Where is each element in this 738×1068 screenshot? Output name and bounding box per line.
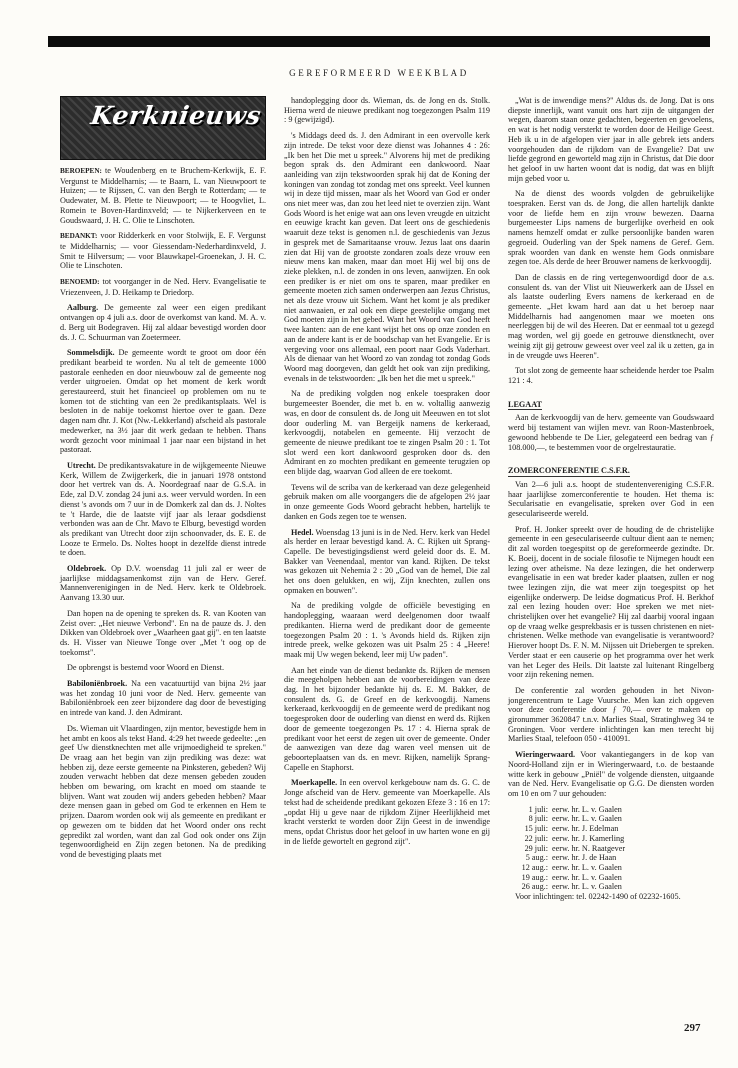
news-item <box>60 461 266 558</box>
beroepen-label: BEROEPEN: <box>60 167 102 175</box>
news-place: Moerkapelle. <box>291 778 338 788</box>
news-item <box>284 131 490 383</box>
column-3 <box>508 96 714 908</box>
news-item <box>284 528 490 596</box>
running-header: GEREFORMEERD WEEKBLAD <box>289 68 469 78</box>
zomerconferentie-text: De conferentie zal worden gehouden in het Nivon-jongerencentrum te Lage Vuursche. Men kan zich opgeven voor deze conferentie door ƒ 70,— over te maken op gironummer 3620847 t.n.v. Marlies Staal, Stratinghweg 34 te Groningen. Voor verdere inlichtingen kan men terecht bij Marlies Staal, telefoon 050 - 410091. <box>508 685 714 744</box>
news-item <box>508 273 714 360</box>
schedule-row <box>508 882 714 892</box>
schedule-speaker: eerw. hr. N. Raatgever <box>552 843 626 853</box>
schedule-speaker: eerw. hr. L. v. Gaalen <box>552 882 622 892</box>
news-text: Voor vakantiegangers in de kop van Noord-Holland zijn er in Wieringerwaard, t.o. de bestaande witte kerk in gebouw „Pniël" de volgende diensten, uitgaande van de Ned. Herv. Evangelisatie op G.G. De diensten worden om 10 en om 7 uur gehouden: <box>508 750 714 798</box>
schedule-speaker: eerw. hr. L. v. Gaalen <box>552 862 622 872</box>
news-text: De gemeente zal weer een eigen predikant ontvangen op 4 juli a.s. door de overkomst van kand. M. A. v. d. Berg uit Bodegraven. Hij zal aldaar bevestigd worden door ds. J. C. Schuurman van Zoetermeer. <box>60 303 266 342</box>
schedule-date: 8 juli: <box>528 814 548 824</box>
schedule-speaker: eerw. hr. J. Kamerling <box>552 833 625 843</box>
news-item <box>60 348 266 455</box>
kerknieuws-banner <box>60 96 266 160</box>
schedule-speaker: eerw. hr. J. Edelman <box>552 824 619 834</box>
news-place: Hedel. <box>291 527 314 537</box>
schedule-date: 19 aug.: <box>521 872 548 882</box>
news-place: Aalburg. <box>67 303 99 313</box>
news-text: De predikantsvakature in de wijkgemeente Nieuwe Kerk, Willem de Zwijgerkerk, die in januari 1978 ontstond door het vertrek van ds. A. Noordegraaf naar de G.S.A. in Ede, zal D.V. zondag 24 juni a.s. weer vervuld worden. In een dienst 's avonds om 7 uur in de Domkerk zal dan ds. J. Noltes te 't Harde, die de laatste vijf jaar als leraar godsdienst verbonden was aan de Chr. Mavo te Elburg, bevestigd worden als predikant van Utrecht door zijn schoonvader, ds. E. E. de Looze te Ermelo. Ds. Noltes hoopt in dezelfde dienst intrede te doen. <box>60 460 266 558</box>
schedule-speaker: eerw. hr. L. v. Gaalen <box>552 804 622 814</box>
benoemd-paragraph <box>60 277 266 297</box>
news-text: Tot slot zong de gemeente haar scheidende herder toe Psalm 121 : 4. <box>508 366 714 385</box>
news-item <box>60 679 266 718</box>
contact-info: Voor inlichtingen: tel. 02242-1490 of 02232-1605. <box>515 892 681 902</box>
news-text: Ds. Wieman uit Vlaardingen, zijn mentor, bevestigde hem in het ambt en koos als tekst Hand. 4:29 het tweede gedeelte: „en geef Uw dienstknechten met alle vrijmoedigheid te spreken." De vraag aan het begin van zijn prediking was deze: wat hebben zij, deze eerste gemeente na Pinksteren, gebeden? Wij zouden verwacht hebben dat deze mensen gebeden zouden hebben om bewaring, om kracht en moed om staande te blijven. Want wat zouden wij anders gebeden hebben? Maar deze mensen gaan in gebed om God te erkennen en Hem te prijzen. Daarom worden ook wij als gemeente en predikant er op gewezen om te bidden dat het Woord onder ons recht gepredikt zal worden, want dan zal God ook onder ons Zijn tegenwoordigheid en Zijn zegen betonen. Na de prediking vond de bevestiging plaats met <box>60 723 266 859</box>
news-place: Sommelsdijk. <box>67 348 115 358</box>
schedule-row <box>508 824 714 834</box>
schedule-row <box>508 873 714 883</box>
schedule-date: 26 aug.: <box>521 882 548 892</box>
schedule-date: 29 juli: <box>524 843 548 853</box>
news-item <box>60 724 266 860</box>
schedule-row <box>508 863 714 873</box>
schedule-date: 12 aug.: <box>521 862 548 872</box>
news-text: De gemeente wordt te groot om door één predikant bearbeid te worden. Nu al telt de gemeente 1000 pastorale eenheden en door nieuwbouw zal de gemeente nog verder uitgroeien. Omdat op het moment de kerk wordt gerestaureerd, stuit het financieel op problemen om nu te komen tot de stichting van een 2e predikantsplaats. Wel is besloten in de nabije toekomst hiertoe over te gaan. Deze dagen nam dhr. J. Kot (Nw.-Lekkerland) afscheid als pastorale medewerker, na 3½ jaar dit werk gedaan te hebben. Thans wordt gezocht voor minimaal 1 jaar naar een bijstand in het pastoraat. <box>60 348 267 455</box>
news-item <box>60 564 266 603</box>
news-item <box>508 750 714 799</box>
news-item <box>284 666 490 773</box>
news-text: Aan het einde van de dienst bedankte ds. Rijken de mensen die meegeholpen hebben aan de voorbereidingen van deze dag. In het bijzonder bedankte hij ds. E. M. Bakker, de consulent ds. G. de Greef en de kerkvoogdij. Namens kerkeraad, kerkvoogdij en de gemeente werd de predikant nog toegesproken door de ouderling van dienst en werd ds. Rijken door de gemeente toegezongen Ps. 17 : 4. Hierna sprak de predikant voor het eerst de zegen uit over de gemeente. Onder de aanwezigen van deze dag waren veel mensen uit de geboorteplaatsen van ds. en mevr. Rijken, namelijk Sprang-Capelle en Staphorst. <box>284 665 490 772</box>
schedule-date: 1 juli: <box>528 804 548 814</box>
schedule-row <box>508 853 714 863</box>
schedule-speaker: eerw. hr. J. de Haan <box>552 853 617 863</box>
legaat-heading: LEGAAT <box>508 399 542 409</box>
top-rule <box>48 36 710 47</box>
bedankt-label: BEDANKT: <box>60 232 98 241</box>
news-item <box>284 483 490 522</box>
news-text: Tevens wil de scriba van de kerkeraad van deze gelegenheid gebruik maken om alle voorgangers die de afgelopen 2½ jaar in onze gemeente Gods Woord gebracht hebben, hartelijk te danken en Gods zegen toe te wensen. <box>284 482 490 521</box>
news-item <box>60 303 266 342</box>
news-text: „Wat is de inwendige mens?" Aldus ds. de Jong. Dat is ons diepste innerlijk, want vanuit ons hart zijn de uitgangen der wegen, daarom staan onze gedachten, begeerten en gevoelens, en wat is het nodig versterkt te worden door de Heilige Geest. Heb ik u in de afgelopen vier jaar in alle gebrek iets anders voorgehouden dan de rijkdom van de Evangelie? Dat uw liefde gegrond en geworteld mag zijn in Christus, dat Die door het geloof in uw harten woont dat is nodig, dat was en blijft mijn gebed voor u. <box>508 96 714 183</box>
news-place: Babiloniënbroek. <box>67 679 128 689</box>
news-item <box>60 663 266 673</box>
news-place: Oldebroek. <box>67 564 107 574</box>
news-item <box>284 96 490 125</box>
bedankt-paragraph <box>60 231 266 271</box>
schedule-speaker: eerw. hr. L. v. Gaalen <box>552 872 622 882</box>
news-item <box>284 389 490 476</box>
schedule-date: 22 juli: <box>524 833 548 843</box>
news-item <box>508 366 714 385</box>
news-text: Na een vacatuurtijd van bijna 2½ jaar was het zondag 10 juni voor de Ned. Herv. gemeente van Babiloniënbroek een zeer bijzondere dag door de bevestiging en intrede van kand. J. den Admirant. <box>60 679 266 718</box>
news-place: Utrecht. <box>67 460 96 470</box>
zomerconferentie-text: Van 2—6 juli a.s. hoopt de studentenvereniging C.S.F.R. haar jaarlijkse zomerconferentie te houden. Het thema is: Secularisatie en evangelisatie, spreken over God in een geseculariseerde wereld. <box>508 479 714 519</box>
news-text: Op D.V. woensdag 11 juli zal er weer de jaarlijkse middagsamenkomst zijn van de Herv. Geref. Mannenverenigingen in de Ned. Herv. kerk te Oldebroek. Aanvang 13.30 uur. <box>60 564 267 603</box>
schedule-row <box>508 844 714 854</box>
news-text: handoplegging door ds. Wieman, ds. de Jong en ds. Stolk. Hierna werd de nieuwe predikant nog toegezongen Psalm 119 : 9 (gewijzigd). <box>284 96 490 125</box>
news-item <box>284 778 490 846</box>
banner-title: Kerknieuws <box>89 101 264 130</box>
news-text: Dan hopen na de opening te spreken ds. R. van Kooten van Zeist over: „Het nieuwe Verbond". En na de pauze ds. J. den Dikken van Oldebroek over „Waarheen gaat gij". en ten laatste ds. H. Visser van Nieuwe Tonge over „Met 't oog op de toekomst". <box>60 608 266 657</box>
schedule-speaker: eerw. hr. L. v. Gaalen <box>552 814 622 824</box>
column-1 <box>60 96 266 866</box>
bedankt-text: voor Ridderkerk en voor Stolwijk, E. F. Vergunst te Middelharnis; — voor Giessendam-Nederhardinxveld, J. Smit te Hilversum; — voor Blauwkapel-Groenekan, J. H. C. Olie te Linschoten. <box>60 231 266 271</box>
news-text: In een overvol kerkgebouw nam ds. G. C. de Jonge afscheid van de Herv. gemeente van Moerkapelle. Als tekst had de scheidende predikant gekozen Efeze 3 : 16 en 17: „opdat Hij u geve naar de rijkdom Zijner Heerlijkheid met kracht versterkt te worden door Zijn Geest in de inwendige mens, opdat Christus door het geloof in uw harten wone en gij in de liefde gewortelt en gegrond zijt". <box>284 778 491 846</box>
news-item <box>508 189 714 267</box>
news-text: Na de dienst des woords volgden de gebruikelijke toespraken. Eerst van ds. de Jong, die allen hartelijk dankte voor de liefde hem en zijn vrouw bewezen. Daarna burgemeester Lips namens de burgerlijke overheid en ook namens hemzelf omdat er zulke persoonlijke banden waren gegroeid. Ouderling van der Spek namens de Geref. Gem. sprak woorden van dank en wenste hem Gods onmisbare zegen toe. Als derde de heer Brouwer namens de kerkvoogdij. <box>508 189 714 267</box>
news-item <box>508 96 714 183</box>
benoemd-label: BENOEMD: <box>60 278 100 287</box>
service-schedule <box>508 805 714 892</box>
schedule-date: 15 juli: <box>524 824 548 834</box>
zomerconferentie-heading: ZOMERCONFERENTIE C.S.F.R. <box>508 466 630 476</box>
benoemd-text: tot voorganger in de Ned. Herv. Evangelisatie te Vriezenveen, J. D. Heikamp te Driedorp. <box>60 277 266 297</box>
news-text: 's Middags deed ds. J. den Admirant in een overvolle kerk zijn intrede. De tekst voor deze dienst was Johannes 4 : 26: „Ik ben het Die met u spreek." Alvorens hij met de prediking begon sprak ds. den Admirant een dankwoord. Naar aanleiding van zijn tekstwoorden sprak hij dat de Koning der koningen van zondag tot zondag met ons spreekt. Veel kunnen wij in deze tijd missen, maar als het Woord van God er onder ons niet meer was, dan zou het leed niet te overzien zijn. Want Gods Woord is het enige wat aan ons leven vreugde en uitzicht en eeuwige kracht kan geven. Dat leert ons de geschiedenis waaruit deze tekst is genomen n.l. de geschiedenis van Jezus in gesprek met de Samaritaanse vrouw. Jezus laat ons daarin zien dat Hij van de grootste zondaren zoals deze vrouw een nieuw mens kan maken, maar dan moet Hij wel bij ons de zieke plekken, n.l. de zonden in ons leven, aanwijzen. En ook een prediker is er niet om ons te sparen, maar prediker en gemeente moeten zich samen onderwerpen aan Jezus Christus, net als deze vrouw uit Sichem. Want het komt je als prediker niet aanwaaien, er zal ook een diepe geestelijke omgang met God moeten zijn in het gebed. Want het Woord van God heeft twee kanten: aan de ene kant wijst het ons op onze zonden en aan de andere kant is er de boodschap van het Evangelie. Er is vergeving voor ons allemaal, een poort naar Gods Vaderhart. Als de dienaar van het Woord zo van zondag tot zondag Gods Woord mag doorgeven, dan geldt het ook van zijn prediking, evenals in de tekstwoorden: „Ik ben het die met u spreek." <box>284 131 490 383</box>
schedule-date: 5 aug.: <box>525 853 548 863</box>
schedule-row <box>508 834 714 844</box>
schedule-row <box>508 805 714 815</box>
news-text: Na de prediking volgden nog enkele toespraken door burgemeester Boender, die met b. en w. voltallig aanwezig was, en door de consulent ds. de Jong uit Meeuwen en tot slot door ouderling M. van Bergeijk namens de kerkeraad, kerkvoogdij, notabelen en gemeente. Hij verzocht de gemeente de nieuwe predikant toe te zingen Psalm 20 : 1. Tot slot werd een kort dankwoord gesproken door ds. den Admirant en zo mochten predikant en gemeente terugzien op een blijde dag, waarvan God alleen de ere toekomt. <box>284 389 490 477</box>
news-item <box>60 609 266 658</box>
page-number: 297 <box>684 1022 701 1034</box>
news-text: Woensdag 13 juni is in de Ned. Herv. kerk van Hedel als herder en leraar bevestigd kand. A. C. Rijken uit Sprang-Capelle. De bevestigingsdienst werd geleid door ds. E. M. Bakker van Veenendaal, mentor van kand. Rijken. De tekst was gekozen uit Nehemia 2 : 20 „God van de hemel, Die zal het ons doen gelukken, en wij, Zijn knechten, zullen ons opmaken en bouwen". <box>284 527 490 595</box>
zomerconferentie-text: Prof. H. Jonker spreekt over de houding de de christelijke gemeente in een geseculariseerde cultuur dient aan te nemen; dit zal worden toegespitst op de gereformeerde gezindte. Dr. K. Boeij, docent in de sociale filosofie te Nijmegen houdt een lezing over atheïsme. Na deze lezingen, die het onderwerp evangelisatie in een wat breder kader plaatsen, zullen er nog twee lezingen zijn, die wat meer zijn toegespitst op het eigenlijke onderwerp. De leidse dogmaticus Prof. H. Berkhof zal een lezing houden over: Hoe spreken we met niet-christelijken over het evangelie? Hij zal daarbij vooral ingaan op de vraag welke gesprekbasis er is tussen christenen en niet-christenen. Welke methode van evangelisatie is verantwoord? Hierover hoopt Ds. F. N. M. Nijssen uit Driebergen te spreken. Verder staat er een causerie op het programma over het werk van het Leger des Heils. Dit laatste zal luitenant Ringelberg voor zijn rekening nemen. <box>508 524 714 680</box>
news-text: Na de prediking volgde de officiële bevestiging en handoplegging, waaraan werd deelgenomen door twaalf predikanten. Hierna werd de predikant door de gemeente toegezongen Psalm 20 : 1. 's Avonds hield ds. Rijken zijn intrede preek, welke gekozen was uit Psalm 25 : 4 „Heere! maak mij Uw wegen bekend, leer mij Uw paden". <box>284 601 490 659</box>
beroepen-paragraph <box>60 166 266 225</box>
news-item <box>284 601 490 659</box>
news-place: Wieringerwaard. <box>515 750 576 760</box>
beroepen-text: te Woudenberg en te Bruchem-Kerkwijk, E. F. Vergunst te Middelharnis; — te Baarn, L. van Nieuwpoort te Huizen; — te Rijssen, C. van den Bergh te Rotterdam; — te Oudewater, M. B. Plette te Nieuwpoort; — te Hoogvliet, L. Romein te Boven-Hardinxveld; — te Nijkerkerveen en te Goudswaard, J. H. C. Olie te Linschoten. <box>60 166 266 225</box>
column-2 <box>284 96 490 852</box>
legaat-text: Aan de kerkvoogdij van de herv. gemeente van Goudswaard werd bij testament van wijlen mevr. van Roon-Mastenbroek, gewoond hebbende te De Lier, gelegateerd een bedrag van ƒ 108.000,—, te bestemmen voor de orgelrestauratie. <box>508 413 714 452</box>
news-text: De opbrengst is bestemd voor Woord en Dienst. <box>67 663 225 673</box>
schedule-row <box>508 814 714 824</box>
news-text: Dan de classis en de ring vertegenwoordigd door de a.s. consulent ds. van der Vlist uit Nieuwerkerk aan de IJssel en als laatste ouderling Evers namens de kerkeraad en de gemeente. „Het kwam hard aan dat u het beroep naar Middelharnis had aangenomen maar we moeten ons neerleggen bij de wil des Heeren. Dat er eenmaal tot u gezegd mag worden, wel gij goede en getrouwe dienstknecht, over weinig zijt gij getrouw geweest over veel zal ik u zetten, ga in in de vreugde uws Heeren". <box>508 272 714 360</box>
